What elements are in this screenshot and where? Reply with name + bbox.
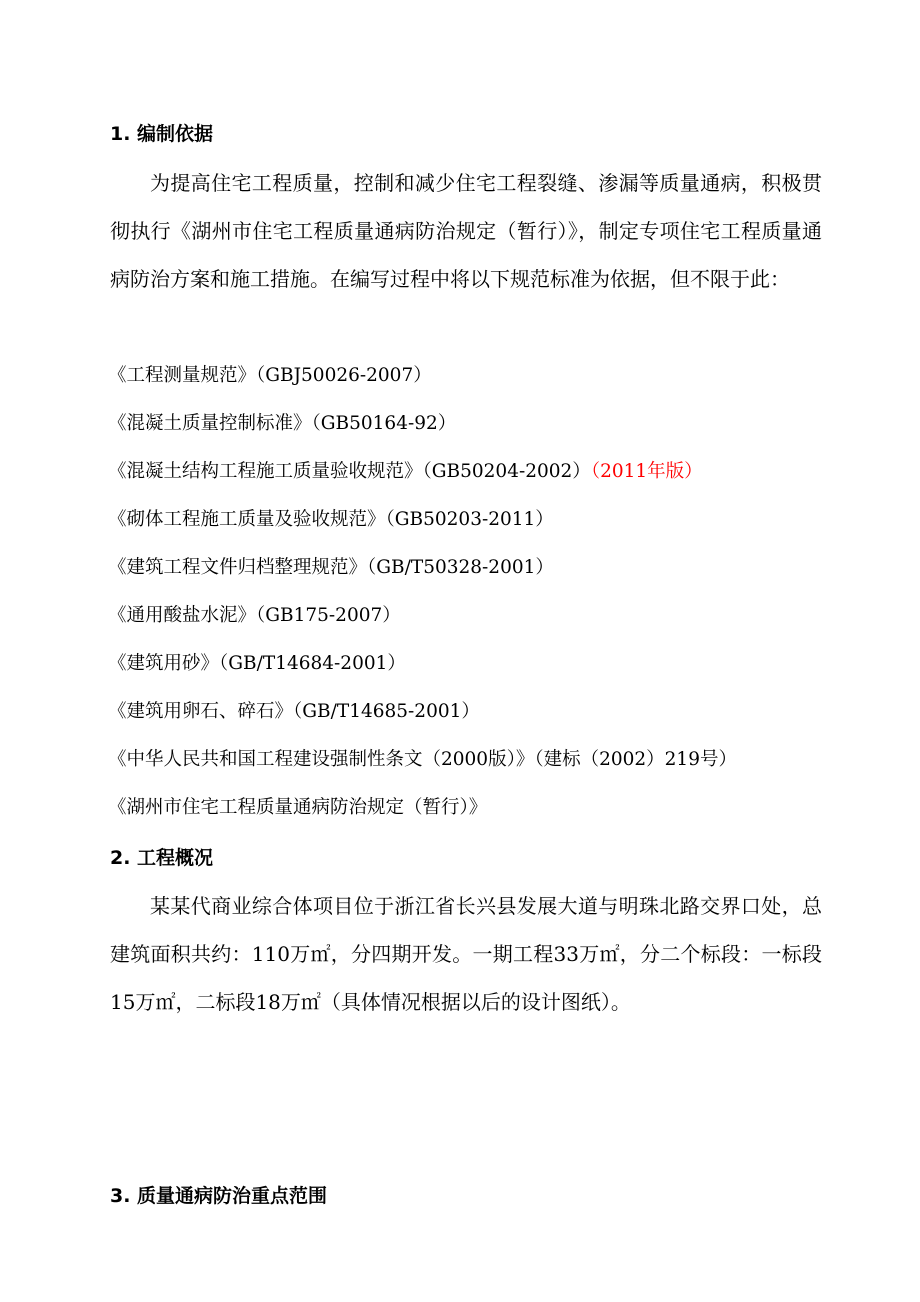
reference-item: 《建筑用卵石、碎石》（GB/T14685-2001） (108, 701, 480, 722)
reference-edition-note: （2011年版） (590, 461, 703, 482)
reference-item: 《建筑工程文件归档整理规范》（GB/T50328-2001） (108, 557, 554, 578)
reference-item (108, 460, 703, 484)
reference-item: 《砌体工程施工质量及验收规范》（GB50203-2011） (108, 509, 554, 530)
reference-item: 《通用酸盐水泥》（GB175-2007） (108, 605, 401, 626)
reference-item: 《中华人民共和国工程建设强制性条文（2000版）》（建标（2002）219号） (108, 749, 737, 770)
section-2-heading: 2. 工程概况 (110, 847, 214, 869)
reference-item: 《建筑用砂》（GB/T14684-2001） (108, 653, 406, 674)
section-3-heading: 3. 质量通病防治重点范围 (110, 1185, 328, 1207)
reference-item: 《湖州市住宅工程质量通病防治规定（暂行）》 (108, 797, 488, 818)
section-1-heading: 1. 编制依据 (110, 123, 214, 145)
section-1-paragraph: 为提高住宅工程质量，控制和减少住宅工程裂缝、渗漏等质量通病，积极贯彻执行《湖州市住宅工程质量通病防治规定（暂行）》，制定专项住宅工程质量通病防治方案和施工措施。在编写过程中将以下规范标准为依据，但不限于此： (110, 171, 822, 291)
section-2-paragraph: 某某代商业综合体项目位于浙江省长兴县发展大道与明珠北路交界口处，总建筑面积共约：110万㎡，分四期开发。一期工程33万㎡，分二个标段：一标段15万㎡，二标段18万㎡（具体情况根据以后的设计图纸）。 (110, 894, 822, 1014)
reference-item-text: 《混凝土结构工程施工质量验收规范》（GB50204-2002） (108, 461, 591, 482)
reference-item: 《工程测量规范》（GBJ50026-2007） (108, 365, 432, 386)
reference-item: 《混凝土质量控制标准》（GB50164-92） (108, 413, 457, 434)
